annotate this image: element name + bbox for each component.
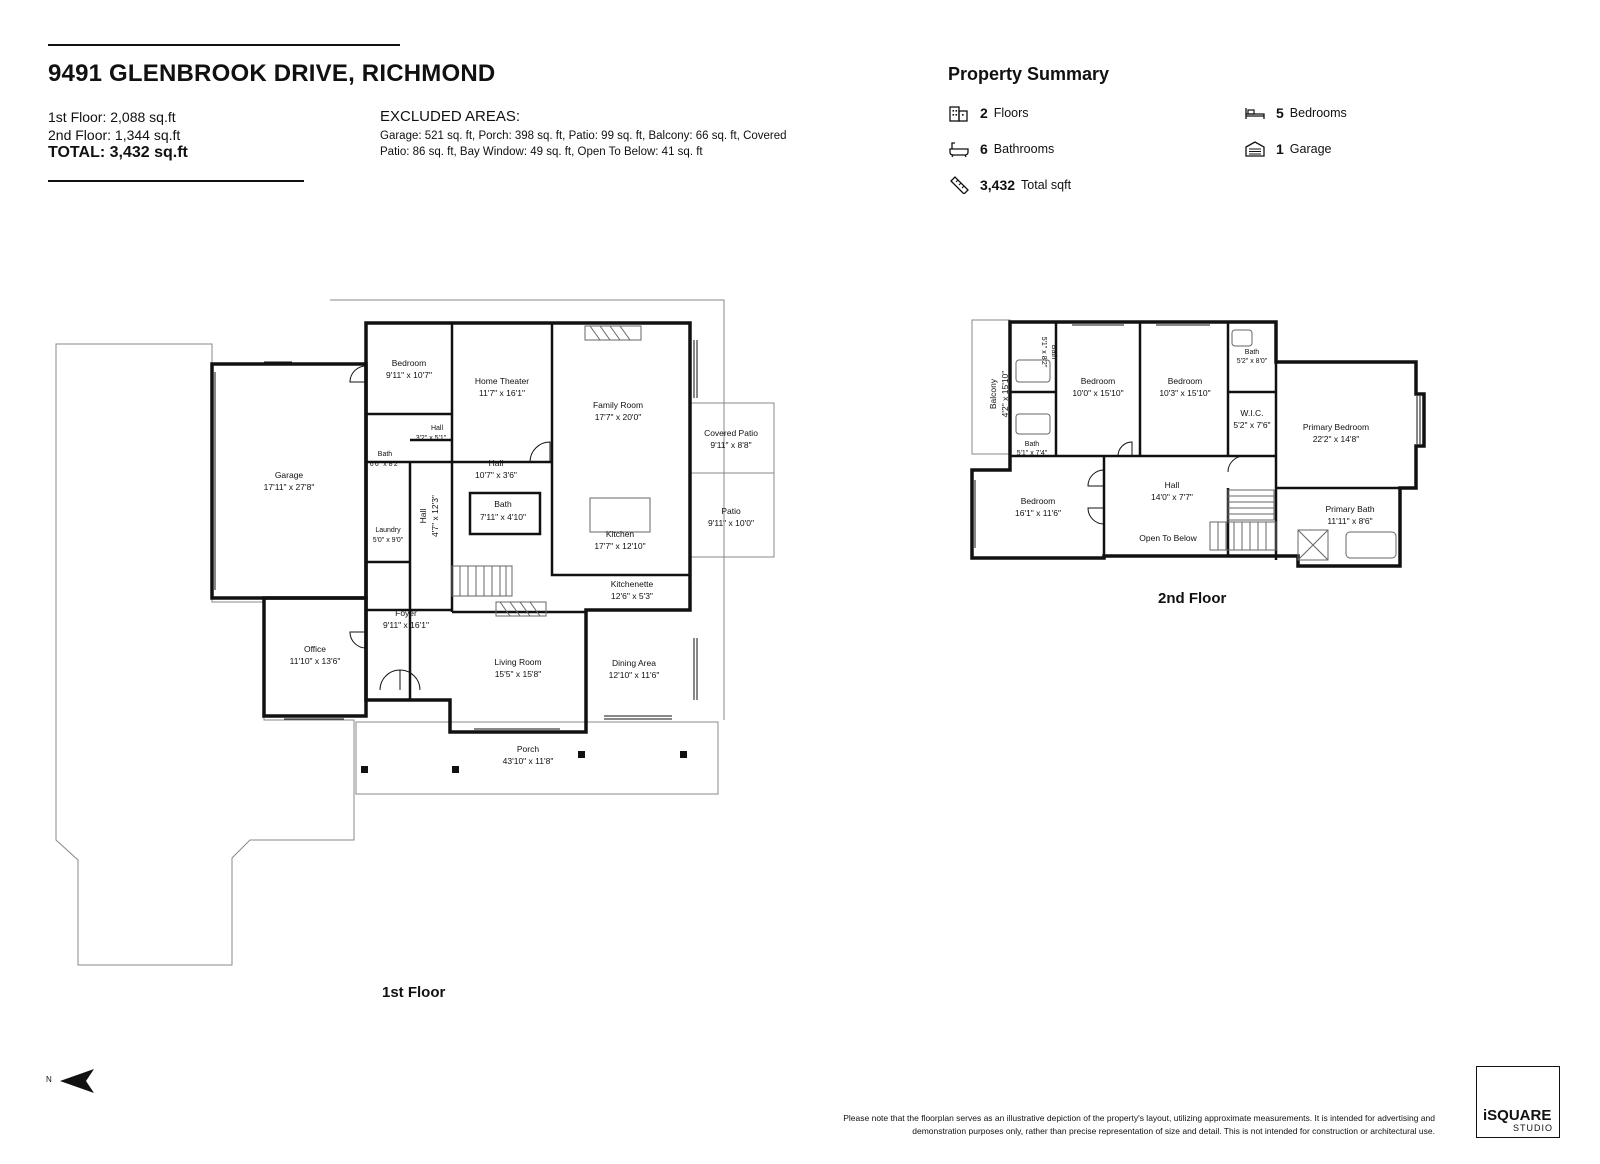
room-hall-small-dim: 3'2" x 5'1" xyxy=(415,435,447,442)
sqft-value: 3,432 xyxy=(980,177,1016,193)
sqft-label: Total sqft xyxy=(1021,178,1072,192)
room-foyer-dim: 9'11" x 16'1" xyxy=(383,620,429,630)
garage-label: Garage xyxy=(1289,142,1332,156)
floors-label: Floors xyxy=(993,106,1029,120)
room-bedroom-a-dim: 10'0" x 15'10" xyxy=(1072,388,1124,398)
room-kitchen: Kitchen xyxy=(605,529,635,539)
room-bath-c: Bath xyxy=(1024,441,1040,448)
excluded-heading: EXCLUDED AREAS: xyxy=(380,108,521,125)
room-patio-dim: 9'11" x 10'0" xyxy=(708,518,754,528)
room-family-room-dim: 17'7" x 20'0" xyxy=(594,412,642,422)
room-kitchenette-dim: 12'6" x 5'3" xyxy=(611,591,653,601)
room-bath-dim: 7'11" x 4'10" xyxy=(480,512,526,522)
logo-line-2: STUDIO xyxy=(1512,1123,1553,1133)
floor2-room-labels xyxy=(988,337,1375,543)
room-laundry-dim: 5'0" x 9'0" xyxy=(372,537,404,544)
north-compass xyxy=(46,1066,106,1101)
room-bedroom: Bedroom xyxy=(391,358,427,368)
room-bath-small-dim: 6'6" x 8'2" xyxy=(369,461,401,468)
bathrooms-label: Bathrooms xyxy=(993,142,1055,156)
bedrooms-count: 5 xyxy=(1276,105,1284,121)
room-bath-a-dim: 5'1" x 8'2" xyxy=(1040,336,1047,368)
room-covered-patio: Covered Patio xyxy=(704,428,758,438)
second-floor-label: 2nd Floor xyxy=(1158,590,1227,607)
room-bedroom-a: Bedroom xyxy=(1080,376,1116,386)
bedrooms-label: Bedrooms xyxy=(1289,106,1347,120)
room-laundry: Laundry xyxy=(375,527,401,534)
room-hall-upper-dim: 10'7" x 3'6" xyxy=(475,470,517,480)
room-living-room: Living Room xyxy=(494,657,542,667)
room-patio: Patio xyxy=(721,506,741,516)
floors-count: 2 xyxy=(980,105,988,121)
room-bath-small: Bath xyxy=(377,451,393,458)
room-living-room-dim: 15'5" x 15'8" xyxy=(494,669,542,679)
floor1-room-labels xyxy=(264,358,759,766)
room-balcony-dim: 4'2" x 15'10" xyxy=(1000,370,1010,418)
room-kitchenette: Kitchenette xyxy=(610,579,654,589)
room-home-theater-dim: 11'7" x 16'1" xyxy=(479,388,525,398)
disclaimer-line-1: Please note that the floorplan serves as an illustrative depiction of the property's layout, utilizing approximate measurements. It is intended for advertising and xyxy=(843,1113,1435,1123)
second-floor-plan xyxy=(972,320,1424,566)
north-letter: N xyxy=(46,1075,52,1084)
room-hall-vertical: Hall xyxy=(418,508,428,524)
brand-logo xyxy=(1476,1066,1560,1138)
room-kitchen-dim: 17'7" x 12'10" xyxy=(594,541,646,551)
room-hall-dim: 14'0" x 7'7" xyxy=(1151,492,1193,502)
room-family-room: Family Room xyxy=(592,400,644,410)
room-bedroom-c: Bedroom xyxy=(1020,496,1056,506)
disclaimer-line-2: demonstration purposes only, rather than precise representation of size and detail. This is not intended for construction or architectural use. xyxy=(912,1126,1435,1136)
room-balcony: Balcony xyxy=(988,378,998,410)
room-bath: Bath xyxy=(494,499,512,509)
disclaimer xyxy=(775,1112,1435,1138)
room-bath-a: Bath xyxy=(1050,344,1057,360)
bathrooms-count: 6 xyxy=(980,141,988,157)
room-wic: W.I.C. xyxy=(1240,408,1264,418)
room-foyer: Foyer xyxy=(395,608,417,618)
north-arrow-icon xyxy=(46,1066,106,1096)
room-garage: Garage xyxy=(274,470,304,480)
room-hall: Hall xyxy=(1164,480,1180,490)
room-bedroom-dim: 9'11" x 10'7" xyxy=(386,370,432,380)
room-bedroom-b-dim: 10'3" x 15'10" xyxy=(1159,388,1211,398)
property-summary-title: Property Summary xyxy=(948,64,1110,84)
room-hall-small: Hall xyxy=(430,425,444,432)
room-primary-bath-dim: 11'11" x 8'6" xyxy=(1327,516,1373,526)
property-address: 9491 GLENBROOK DRIVE, RICHMOND xyxy=(48,60,496,87)
room-open-to-below: Open To Below xyxy=(1139,533,1197,543)
first-floor-area: 1st Floor: 2,088 sq.ft xyxy=(48,109,176,125)
room-covered-patio-dim: 9'11" x 8'8" xyxy=(710,440,752,450)
garage-count: 1 xyxy=(1276,141,1284,157)
room-bath-b-dim: 5'2" x 8'0" xyxy=(1236,358,1268,365)
room-bedroom-b: Bedroom xyxy=(1167,376,1203,386)
room-home-theater: Home Theater xyxy=(474,376,530,386)
room-porch-dim: 43'10" x 11'8" xyxy=(502,756,554,766)
room-porch: Porch xyxy=(516,744,540,754)
logo-line-1: iSQUARE xyxy=(1483,1107,1552,1124)
room-wic-dim: 5'2" x 7'6" xyxy=(1233,420,1271,430)
total-area: TOTAL: 3,432 sq.ft xyxy=(48,144,188,161)
second-floor-area: 2nd Floor: 1,344 sq.ft xyxy=(48,127,181,143)
first-floor-label: 1st Floor xyxy=(382,984,446,1001)
room-garage-dim: 17'11" x 27'8" xyxy=(263,482,315,492)
room-dining-area-dim: 12'10" x 11'6" xyxy=(608,670,660,680)
room-hall-upper: Hall xyxy=(488,458,504,468)
excluded-line-1: Garage: 521 sq. ft, Porch: 398 sq. ft, Patio: 99 sq. ft, Balcony: 66 sq. ft, Covered xyxy=(380,130,787,142)
room-primary-bedroom: Primary Bedroom xyxy=(1302,422,1370,432)
room-office-dim: 11'10" x 13'6" xyxy=(289,656,341,666)
first-floor-plan xyxy=(56,300,774,965)
room-bath-c-dim: 5'1" x 7'4" xyxy=(1016,450,1048,457)
room-office: Office xyxy=(303,644,327,654)
room-primary-bedroom-dim: 22'2" x 14'8" xyxy=(1312,434,1360,444)
room-bedroom-c-dim: 16'1" x 11'6" xyxy=(1015,508,1061,518)
room-hall-vertical-dim: 4'7" x 12'3" xyxy=(430,495,440,537)
room-bath-b: Bath xyxy=(1244,349,1260,356)
room-dining-area: Dining Area xyxy=(612,658,656,668)
excluded-line-2: Patio: 86 sq. ft, Bay Window: 49 sq. ft, Open To Below: 41 sq. ft xyxy=(380,146,703,158)
room-primary-bath: Primary Bath xyxy=(1325,504,1375,514)
